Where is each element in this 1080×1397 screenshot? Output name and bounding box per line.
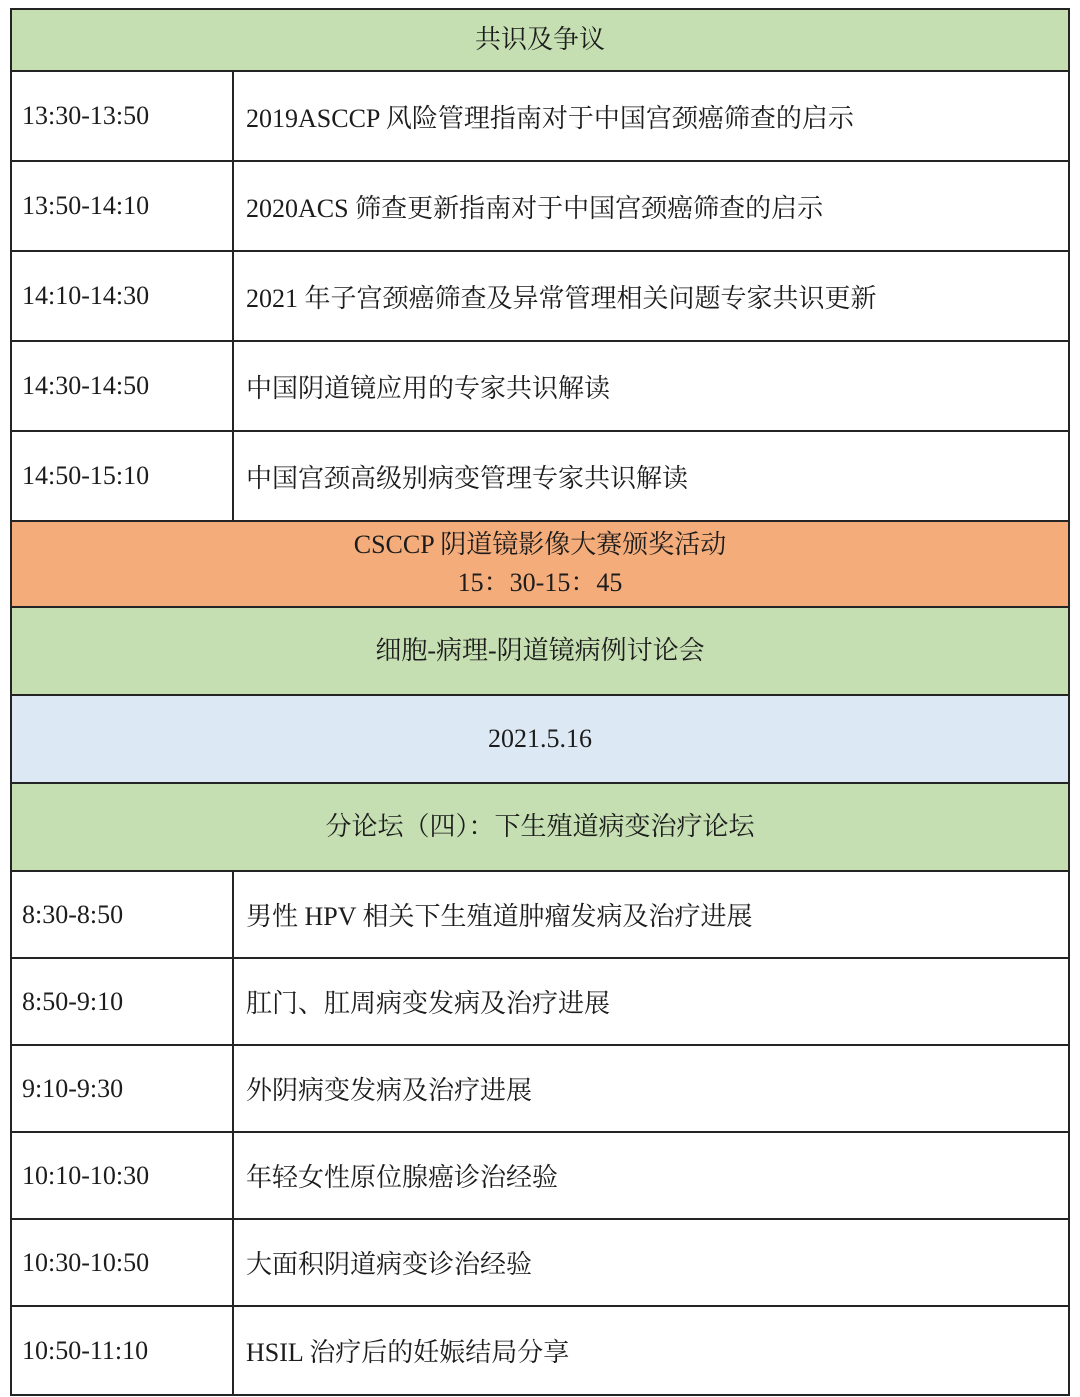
time-cell: 8:50-9:10 xyxy=(12,959,234,1044)
table-row xyxy=(12,252,1068,342)
time-cell: 10:50-11:10 xyxy=(12,1307,234,1394)
case-discussion-label: 细胞-病理-阴道镜病例讨论会 xyxy=(375,636,705,666)
time-cell: 13:50-14:10 xyxy=(12,162,234,250)
table-row xyxy=(12,432,1068,522)
table-row xyxy=(12,1133,1068,1220)
topic-cell: 肛门、肛周病变发病及治疗进展 xyxy=(246,989,611,1018)
topic-cell: 中国宫颈高级别病变管理专家共识解读 xyxy=(246,463,689,493)
time-cell: 14:10-14:30 xyxy=(12,252,234,340)
time-cell: 14:50-15:10 xyxy=(12,432,234,520)
table-row xyxy=(12,959,1068,1046)
time-cell: 13:30-13:50 xyxy=(12,72,234,160)
table-row xyxy=(12,162,1068,252)
date-label: 2021.5.16 xyxy=(488,724,592,754)
topic-cell: 外阴病变发病及治疗进展 xyxy=(246,1076,533,1105)
time-cell: 10:30-10:50 xyxy=(12,1220,234,1305)
table-row xyxy=(12,72,1068,162)
award-ceremony-title: CSCCP 阴道镜影像大赛颁奖活动 xyxy=(353,530,727,560)
award-ceremony-band xyxy=(12,522,1068,608)
topic-cell: HSIL 治疗后的妊娠结局分享 xyxy=(246,1338,570,1367)
table-row xyxy=(12,1046,1068,1133)
table-row xyxy=(12,1220,1068,1307)
section-header-consensus-label: 共识及争议 xyxy=(474,25,605,55)
award-ceremony-time: 15：30-15：45 xyxy=(457,568,623,597)
topic-cell: 中国阴道镜应用的专家共识解读 xyxy=(246,373,611,403)
time-cell: 14:30-14:50 xyxy=(12,342,234,430)
table-row xyxy=(12,872,1068,959)
time-cell: 8:30-8:50 xyxy=(12,872,234,957)
case-discussion-band xyxy=(12,608,1068,696)
topic-cell: 男性 HPV 相关下生殖道肿瘤发病及治疗进展 xyxy=(246,902,753,931)
date-band xyxy=(12,696,1068,784)
section-header-forum4-label: 分论坛（四）：下生殖道病变治疗论坛 xyxy=(325,812,755,842)
table-row xyxy=(12,1307,1068,1394)
time-cell: 10:10-10:30 xyxy=(12,1133,234,1218)
time-cell: 9:10-9:30 xyxy=(12,1046,234,1131)
topic-cell: 2020ACS 筛查更新指南对于中国宫颈癌筛查的启示 xyxy=(246,193,824,223)
section-header-forum4 xyxy=(12,784,1068,872)
topic-cell: 2019ASCCP 风险管理指南对于中国宫颈癌筛查的启示 xyxy=(246,103,854,133)
topic-cell: 大面积阴道病变诊治经验 xyxy=(246,1250,533,1279)
section-header-consensus xyxy=(12,10,1068,72)
conference-schedule-table xyxy=(10,8,1070,1396)
table-row xyxy=(12,342,1068,432)
topic-cell: 2021 年子宫颈癌筛查及异常管理相关问题专家共识更新 xyxy=(246,283,877,313)
topic-cell: 年轻女性原位腺癌诊治经验 xyxy=(246,1163,559,1192)
